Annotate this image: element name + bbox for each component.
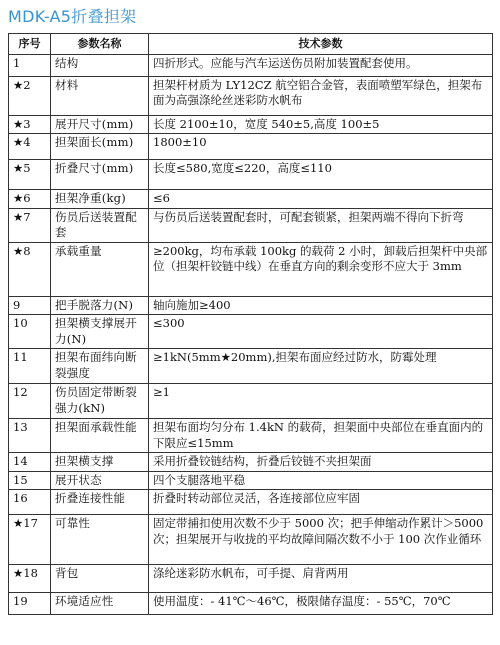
technical-value: 涤纶迷彩防水帆布，可手提、肩背两用 xyxy=(149,565,493,593)
table-row xyxy=(9,384,493,419)
parameter-name: 可靠性 xyxy=(51,515,149,565)
table-row xyxy=(9,242,493,296)
technical-value: ≤300 xyxy=(149,315,493,349)
row-number: 10 xyxy=(9,315,51,349)
technical-value: 采用折叠铰链结构，折叠后铰链不夹担架面 xyxy=(149,453,493,472)
row-number: ★17 xyxy=(9,515,51,565)
technical-value: 与伤员后送装置配套时，可配套锁紧，担架两端不得向下折弯 xyxy=(149,208,493,242)
technical-value: 固定带捕扣使用次数不少于 5000 次；把手伸缩动作累计＞5000 次；担架展开与收拢的平均故障间隔次数不小于 100 次作业循环 xyxy=(149,515,493,565)
technical-value: 四个支腿落地平稳 xyxy=(149,471,493,490)
row-number: ★7 xyxy=(9,208,51,242)
parameter-name: 折叠尺寸(mm) xyxy=(51,160,149,190)
table-body xyxy=(9,54,493,615)
spec-table xyxy=(8,33,493,615)
technical-value: 1800±10 xyxy=(149,134,493,160)
parameter-name: 承载重量 xyxy=(51,242,149,296)
row-number: 9 xyxy=(9,296,51,315)
parameter-name: 把手脱落力(N) xyxy=(51,296,149,315)
technical-value: ≥1 xyxy=(149,384,493,419)
table-row xyxy=(9,453,493,472)
row-number: 19 xyxy=(9,593,51,615)
parameter-name: 折叠连接性能 xyxy=(51,490,149,515)
table-row xyxy=(9,208,493,242)
table-row xyxy=(9,515,493,565)
row-number: 13 xyxy=(9,419,51,453)
technical-value: ≥1kN(5mm★20mm),担架布面应经过防水，防霉处理 xyxy=(149,349,493,384)
table-row xyxy=(9,471,493,490)
technical-value: 使用温度：- 41℃～46℃，极限储存温度：- 55℃，70℃ xyxy=(149,593,493,615)
technical-value: 长度≤580,宽度≤220，高度≤110 xyxy=(149,160,493,190)
row-number: ★6 xyxy=(9,190,51,209)
header-serial-number: 序号 xyxy=(9,34,51,55)
technical-value: 长度 2100±10，宽度 540±5,高度 100±5 xyxy=(149,115,493,134)
table-row xyxy=(9,296,493,315)
parameter-name: 担架横支撑展开力(N) xyxy=(51,315,149,349)
parameter-name: 背包 xyxy=(51,565,149,593)
row-number: 15 xyxy=(9,471,51,490)
table-row xyxy=(9,76,493,115)
table-row xyxy=(9,190,493,209)
header-parameter-name: 参数名称 xyxy=(51,34,149,55)
technical-value: 担架布面均匀分布 1.4kN 的载荷，担架面中央部位在垂直面内的下限应≤15mm xyxy=(149,419,493,453)
table-header-row xyxy=(9,34,493,55)
table-row xyxy=(9,134,493,160)
table-row xyxy=(9,593,493,615)
technical-value: 轴向施加≥400 xyxy=(149,296,493,315)
table-row xyxy=(9,349,493,384)
row-number: 16 xyxy=(9,490,51,515)
parameter-name: 结构 xyxy=(51,54,149,76)
technical-value: ≤6 xyxy=(149,190,493,209)
document-title: MDK-A5折叠担架 xyxy=(8,7,137,26)
row-number: ★4 xyxy=(9,134,51,160)
parameter-name: 伤员固定带断裂强力(kN) xyxy=(51,384,149,419)
row-number: 12 xyxy=(9,384,51,419)
table-row xyxy=(9,115,493,134)
technical-value: 折叠时转动部位灵活，各连接部位应牢固 xyxy=(149,490,493,515)
table-row xyxy=(9,490,493,515)
row-number: 14 xyxy=(9,453,51,472)
table-row xyxy=(9,160,493,190)
parameter-name: 环境适应性 xyxy=(51,593,149,615)
technical-value: ≥200kg，均布承载 100kg 的载荷 2 小时，卸载后担架杆中央部位（担架杆铰链中线）在垂直方向的剩余变形不应大于 3mm xyxy=(149,242,493,296)
row-number: ★2 xyxy=(9,76,51,115)
parameter-name: 材料 xyxy=(51,76,149,115)
table-row xyxy=(9,54,493,76)
parameter-name: 担架净重(kg) xyxy=(51,190,149,209)
parameter-name: 担架面长(mm) xyxy=(51,134,149,160)
parameter-name: 展开尺寸(mm) xyxy=(51,115,149,134)
row-number: 1 xyxy=(9,54,51,76)
row-number: ★18 xyxy=(9,565,51,593)
parameter-name: 担架布面纬向断裂强度 xyxy=(51,349,149,384)
row-number: ★3 xyxy=(9,115,51,134)
parameter-name: 担架面承载性能 xyxy=(51,419,149,453)
technical-value: 担架杆材质为 LY12CZ 航空铝合金管，表面喷塑军绿色，担架布面为高强涤纶丝迷彩防水帆布 xyxy=(149,76,493,115)
parameter-name: 展开状态 xyxy=(51,471,149,490)
technical-value: 四折形式。应能与汽车运送伤员附加装置配套使用。 xyxy=(149,54,493,76)
parameter-name: 伤员后送装置配套 xyxy=(51,208,149,242)
table-row xyxy=(9,565,493,593)
table-row xyxy=(9,315,493,349)
row-number: ★5 xyxy=(9,160,51,190)
row-number: 11 xyxy=(9,349,51,384)
header-technical-spec: 技术参数 xyxy=(149,34,493,55)
row-number: ★8 xyxy=(9,242,51,296)
parameter-name: 担架横支撑 xyxy=(51,453,149,472)
table-row xyxy=(9,419,493,453)
